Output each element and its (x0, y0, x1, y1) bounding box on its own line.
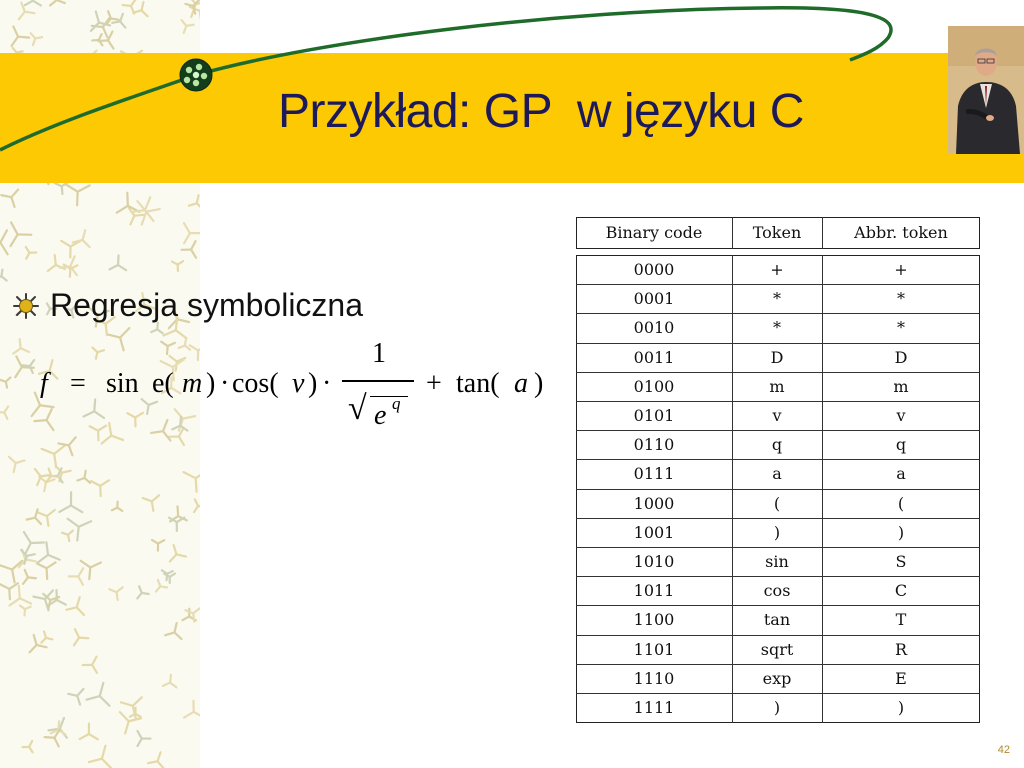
pattern-glyph (30, 635, 47, 652)
pattern-glyph (74, 629, 89, 645)
pattern-glyph (151, 323, 162, 334)
table-cell: 0110 (633, 435, 675, 455)
table-header-cell: Token (752, 223, 802, 242)
formula-dot2: · (322, 368, 332, 399)
formula-den-exp: q (392, 394, 401, 413)
pattern-glyph (38, 542, 60, 562)
sun-bullet-icon (12, 292, 40, 320)
table-header-cell: Binary code (605, 223, 703, 242)
pattern-glyph (112, 502, 122, 511)
table-cell: * (773, 318, 781, 338)
table-cell: 1000 (633, 493, 675, 513)
pattern-glyph (13, 339, 29, 354)
pattern-glyph (0, 230, 8, 254)
pattern-glyph (48, 255, 65, 271)
table-cell: a (896, 464, 906, 484)
pattern-glyph (86, 683, 109, 706)
pattern-glyph (194, 499, 200, 512)
table-cell: 0001 (633, 289, 675, 309)
table-cell: * (897, 289, 905, 309)
pattern-glyph (61, 241, 80, 258)
pattern-glyph (0, 378, 10, 388)
table-header-cell: Abbr. token (854, 223, 948, 242)
fraction-bar (342, 380, 414, 382)
table-cell: tan (763, 610, 791, 630)
pattern-glyph (68, 519, 92, 541)
pattern-glyph (42, 446, 65, 468)
table-cell: 0000 (633, 260, 675, 279)
pattern-glyph (110, 255, 127, 270)
table-cell: sqrt (760, 639, 794, 659)
formula-sqrt-sign: √ (348, 390, 367, 427)
table-cell: D (894, 347, 908, 367)
table-cell: exp (762, 668, 792, 688)
formula-equals: = (70, 368, 86, 399)
pattern-glyph (165, 623, 181, 639)
pattern-glyph (137, 731, 150, 746)
table-cell: + (894, 260, 908, 279)
table-cell: v (896, 406, 906, 425)
pattern-glyph (0, 583, 18, 599)
table-cell: 1111 (633, 698, 675, 717)
table-cell: C (894, 581, 908, 601)
formula-v: v (292, 368, 305, 399)
pattern-glyph (27, 509, 41, 524)
pattern-glyph (22, 360, 34, 373)
pattern-glyph (0, 407, 8, 419)
pattern-glyph (41, 631, 52, 642)
table-cell: E (895, 668, 907, 688)
table-cell: ) (773, 522, 781, 542)
pattern-glyph (163, 675, 177, 687)
pattern-glyph (83, 657, 97, 673)
pattern-glyph (66, 597, 84, 615)
table-cell: m (769, 376, 785, 396)
formula-dot1: · (220, 368, 230, 399)
table-cell: 0010 (633, 318, 675, 338)
pattern-glyph (143, 495, 159, 511)
table-cell: ( (773, 493, 781, 513)
table-cell: 0011 (633, 347, 675, 367)
table-cell: S (895, 552, 907, 571)
pattern-glyph (77, 471, 90, 483)
pattern-glyph (68, 689, 83, 705)
pattern-glyph (184, 701, 200, 718)
table-cell: q (771, 435, 783, 455)
pattern-glyph (156, 580, 167, 592)
table-cell: ) (773, 698, 781, 717)
table-cell: 1001 (633, 522, 675, 542)
pattern-glyph (0, 561, 22, 583)
pattern-glyph (80, 724, 98, 740)
table-cell: T (895, 610, 907, 630)
table-cell: 1100 (633, 610, 675, 630)
pattern-glyph (26, 247, 36, 259)
formula (40, 338, 560, 448)
pattern-glyph (170, 545, 186, 561)
pattern-glyph (109, 587, 122, 600)
sqrt-bar (370, 396, 408, 397)
slide-title: Przykład: GP w języku C (278, 85, 804, 138)
pattern-glyph (62, 531, 73, 541)
table-cell: * (897, 318, 905, 338)
pattern-glyph (37, 562, 56, 579)
page-number: 42 (997, 744, 1010, 756)
bullet-text: Regresja symboliczna (50, 287, 364, 323)
pattern-glyph (172, 261, 183, 271)
table-cell: ) (897, 522, 905, 542)
formula-numerator: 1 (372, 338, 386, 369)
pattern-glyph (137, 586, 148, 598)
table-cell: 1101 (633, 639, 675, 659)
pattern-glyph (23, 741, 33, 752)
formula-cos: cos( (232, 368, 279, 399)
pattern-glyph (11, 222, 32, 246)
pattern-glyph (20, 606, 31, 616)
table-cell: v (772, 406, 782, 425)
table-cell: sin (765, 552, 789, 571)
pattern-glyph (152, 540, 164, 551)
table-cell: * (773, 289, 781, 309)
formula-sin: sin (106, 368, 139, 399)
formula-m: m (182, 368, 203, 399)
formula-e-fn: e( (152, 368, 174, 399)
pattern-glyph (24, 532, 44, 554)
table-cell: 1011 (633, 581, 675, 601)
pattern-glyph (169, 518, 184, 531)
pattern-glyph (148, 752, 164, 768)
table-cell: ) (897, 698, 905, 717)
table-cell: m (893, 376, 909, 396)
formula-plus: + (426, 368, 442, 399)
table-divider (732, 217, 733, 249)
formula-close3: ) (534, 368, 544, 399)
table-cell: R (894, 639, 908, 659)
bullet-item (12, 287, 363, 324)
pattern-glyph (184, 471, 200, 492)
pattern-glyph (184, 223, 200, 243)
pattern-glyph (9, 457, 25, 472)
table-cell: q (895, 435, 907, 455)
formula-den-base: e (374, 400, 387, 431)
formula-lhs: f (40, 368, 48, 399)
table-cell: 1010 (633, 552, 675, 571)
table-cell: cos (763, 581, 791, 601)
token-table (574, 217, 982, 723)
formula-tan: tan( (456, 368, 500, 399)
formula-close1: ) (206, 368, 216, 399)
pattern-glyph (69, 568, 83, 585)
pattern-glyph (89, 746, 111, 768)
green-orb-icon (180, 59, 212, 91)
table-cell: + (770, 260, 784, 279)
table-cell: 0100 (633, 376, 675, 396)
pattern-glyph (9, 586, 31, 606)
pattern-glyph (23, 570, 36, 584)
formula-a: a (514, 368, 528, 399)
pattern-glyph (59, 492, 82, 512)
table-cell: 1110 (633, 668, 675, 688)
pattern-glyph (0, 270, 7, 281)
pattern-glyph (91, 480, 109, 496)
pattern-glyph (81, 561, 101, 579)
table-cell: a (772, 464, 782, 484)
pattern-glyph (39, 476, 54, 491)
presenter-photo (948, 26, 1024, 154)
pattern-glyph (137, 201, 159, 224)
table-cell: 0101 (633, 406, 675, 425)
table-cell: 0111 (633, 464, 675, 484)
table-divider (822, 217, 823, 249)
formula-close2: ) (308, 368, 318, 399)
table-cell: D (770, 347, 784, 367)
table-cell: ( (897, 493, 905, 513)
